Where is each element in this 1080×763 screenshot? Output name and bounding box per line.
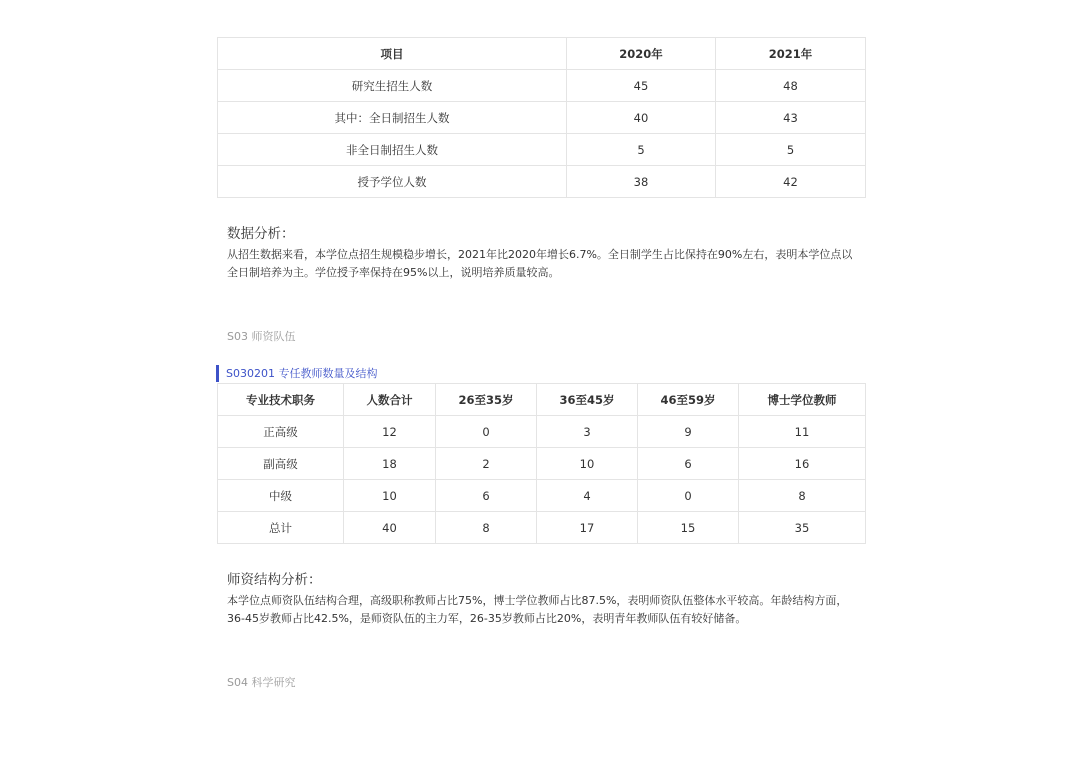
table-cell: 9: [638, 416, 739, 448]
table-header-row: [218, 384, 866, 416]
header-2020: 2020年: [567, 38, 716, 70]
table-cell: 8: [436, 512, 537, 544]
table-cell: 正高级: [218, 416, 344, 448]
table-cell: 总计: [218, 512, 344, 544]
table-cell: 40: [344, 512, 436, 544]
table-cell: 4: [537, 480, 638, 512]
table-cell: 10: [344, 480, 436, 512]
table-row: [218, 70, 866, 102]
table-cell: 12: [344, 416, 436, 448]
header-2021: 2021年: [716, 38, 866, 70]
faculty-table: [217, 383, 866, 544]
header-doctorate: 博士学位教师: [739, 384, 866, 416]
table-cell: 48: [716, 70, 866, 102]
table-cell: 副高级: [218, 448, 344, 480]
table-cell: 45: [567, 70, 716, 102]
admission-table: [217, 37, 866, 198]
table-cell: 8: [739, 480, 866, 512]
table-row: [218, 102, 866, 134]
data-analysis-line-2: 全日制培养为主。学位授予率保持在95%以上，说明培养质量较高。: [227, 266, 560, 279]
table-cell: 6: [436, 480, 537, 512]
faculty-analysis-body: [227, 592, 857, 628]
table-cell: 6: [638, 448, 739, 480]
faculty-analysis-title: 师资结构分析：: [227, 572, 322, 588]
table-cell: 非全日制招生人数: [218, 134, 567, 166]
header-total: 人数合计: [344, 384, 436, 416]
table-cell: 研究生招生人数: [218, 70, 567, 102]
table-cell: 中级: [218, 480, 344, 512]
table-cell: 38: [567, 166, 716, 198]
table-row: [218, 512, 866, 544]
table-cell: 15: [638, 512, 739, 544]
section-heading-s04: S04 科学研究: [227, 676, 296, 689]
data-analysis-body: [227, 246, 857, 282]
table-cell: 授予学位人数: [218, 166, 567, 198]
table-cell: 43: [716, 102, 866, 134]
table-cell: 35: [739, 512, 866, 544]
table-cell: 2: [436, 448, 537, 480]
faculty-analysis-line-1: 本学位点师资队伍结构合理，高级职称教师占比75%，博士学位教师占比87.5%，表明师资队伍整体水平较高。年龄结构方面，: [227, 594, 848, 607]
table-cell: 17: [537, 512, 638, 544]
table-cell: 0: [436, 416, 537, 448]
header-title: 专业技术职务: [218, 384, 344, 416]
table-cell: 18: [344, 448, 436, 480]
table-cell: 11: [739, 416, 866, 448]
table-cell: 3: [537, 416, 638, 448]
table-cell: 5: [567, 134, 716, 166]
table-row: [218, 416, 866, 448]
header-age-26-35: 26至35岁: [436, 384, 537, 416]
section-heading-s03: S03 师资队伍: [227, 330, 296, 343]
faculty-analysis-line-2: 36-45岁教师占比42.5%，是师资队伍的主力军，26-35岁教师占比20%，表明青年教师队伍有较好储备。: [227, 612, 747, 625]
header-age-46-59: 46至59岁: [638, 384, 739, 416]
table-cell: 42: [716, 166, 866, 198]
table-cell: 5: [716, 134, 866, 166]
table-cell: 40: [567, 102, 716, 134]
subsection-heading-s030201: S030201 专任教师数量及结构: [216, 365, 377, 382]
table-row: [218, 480, 866, 512]
data-analysis-line-1: 从招生数据来看，本学位点招生规模稳步增长，2021年比2020年增长6.7%。全日制学生占比保持在90%左右，表明本学位点以: [227, 248, 853, 261]
table-cell: 其中：全日制招生人数: [218, 102, 567, 134]
table-cell: 16: [739, 448, 866, 480]
table-cell: 10: [537, 448, 638, 480]
table-header-row: [218, 38, 866, 70]
header-age-36-45: 36至45岁: [537, 384, 638, 416]
table-cell: 0: [638, 480, 739, 512]
table-row: [218, 134, 866, 166]
table-row: [218, 166, 866, 198]
header-item: 项目: [218, 38, 567, 70]
table-row: [218, 448, 866, 480]
data-analysis-title: 数据分析：: [227, 226, 295, 242]
